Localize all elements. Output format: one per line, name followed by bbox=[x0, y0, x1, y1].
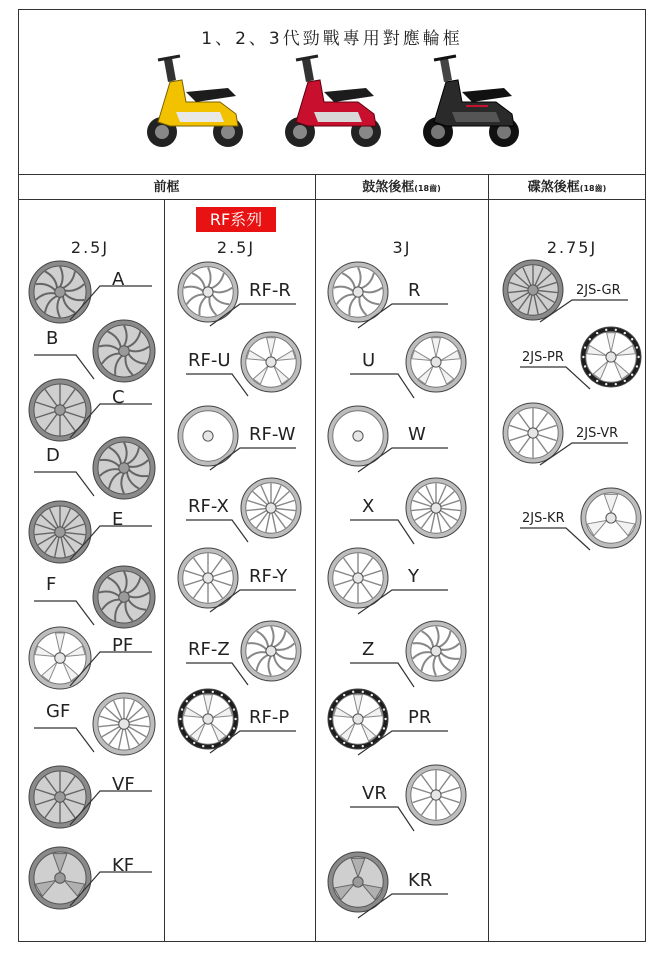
wheel-label: 2JS-PR bbox=[522, 350, 564, 365]
wheel-label: 2JS-GR bbox=[576, 283, 621, 298]
leader-line bbox=[539, 299, 629, 323]
leader-line bbox=[33, 600, 95, 626]
leader-line bbox=[349, 662, 415, 688]
leader-line bbox=[209, 303, 297, 327]
wheel-label: E bbox=[112, 509, 124, 530]
wheel-label: PF bbox=[112, 635, 134, 656]
wheel-label: GF bbox=[46, 701, 71, 722]
leader-line bbox=[357, 303, 449, 329]
wheel-label: Y bbox=[408, 566, 419, 587]
leader-line bbox=[519, 366, 591, 390]
leader-line bbox=[519, 527, 591, 551]
wheel-b-image bbox=[91, 318, 157, 384]
wheel-label: KR bbox=[408, 870, 433, 891]
column-header-drum-rear: 鼓煞後框(18齒) bbox=[362, 180, 441, 195]
leader-line bbox=[539, 442, 629, 466]
leader-line bbox=[209, 447, 297, 471]
wheel-label: RF-X bbox=[188, 496, 229, 517]
wheel-label: RF-W bbox=[249, 424, 296, 445]
rim-width-disc: 2.75J bbox=[546, 238, 598, 257]
rf-series-badge: RF系列 bbox=[196, 207, 276, 232]
leader-line bbox=[185, 662, 249, 686]
wheel-label: RF-Y bbox=[249, 566, 288, 587]
column-divider-drum-disc bbox=[488, 174, 489, 942]
column-divider-front-rf bbox=[164, 199, 165, 942]
leader-line bbox=[185, 519, 249, 543]
scooter-red-image bbox=[278, 52, 390, 152]
leader-line bbox=[357, 893, 449, 919]
wheel-label: Z bbox=[362, 639, 375, 660]
leader-line bbox=[69, 403, 153, 439]
leader-line bbox=[357, 730, 449, 756]
wheel-label: X bbox=[362, 496, 375, 517]
leader-line bbox=[69, 525, 153, 561]
leader-line bbox=[69, 790, 153, 826]
wheel-label: U bbox=[362, 350, 376, 371]
wheel-label: C bbox=[112, 387, 125, 408]
leader-line bbox=[349, 519, 415, 545]
rim-width-front-rf: 2.5J bbox=[216, 238, 256, 257]
column-divider-front-drum bbox=[315, 174, 316, 942]
leader-line bbox=[357, 589, 449, 615]
wheel-label: D bbox=[46, 445, 60, 466]
wheel-label: A bbox=[112, 269, 125, 290]
wheel-label: VR bbox=[362, 783, 387, 804]
page-title: 1、2、3代勁戰專用對應輪框 bbox=[201, 29, 463, 49]
wheel-label: RF-R bbox=[249, 280, 291, 301]
wheel-label: F bbox=[46, 574, 57, 595]
rim-width-front-left: 2.5J bbox=[70, 238, 110, 257]
leader-line bbox=[349, 806, 415, 832]
wheel-label: PR bbox=[408, 707, 432, 728]
wheel-d-image bbox=[91, 435, 157, 501]
wheel-label: RF-U bbox=[188, 350, 231, 371]
leader-line bbox=[33, 471, 95, 497]
leader-line bbox=[69, 285, 153, 321]
wheel-label: W bbox=[408, 424, 426, 445]
leader-line bbox=[349, 373, 415, 399]
wheel-gf-image bbox=[91, 691, 157, 757]
scooter-yellow-image bbox=[140, 52, 252, 152]
column-header-disc-rear: 碟煞後框(18齒) bbox=[527, 180, 607, 195]
rim-width-drum: 3J bbox=[392, 238, 412, 257]
leader-line bbox=[69, 871, 153, 907]
leader-line bbox=[209, 589, 297, 613]
wheel-f-image bbox=[91, 564, 157, 630]
leader-line bbox=[69, 651, 153, 687]
wheel-label: B bbox=[46, 328, 59, 349]
column-header-front: 前框 bbox=[153, 180, 180, 195]
wheel-label: VF bbox=[112, 774, 135, 795]
column-header-divider bbox=[18, 199, 646, 200]
wheel-label: RF-Z bbox=[188, 639, 230, 660]
leader-line bbox=[185, 373, 249, 397]
wheel-label: KF bbox=[112, 855, 135, 876]
leader-line bbox=[209, 730, 297, 754]
leader-line bbox=[33, 727, 95, 753]
header-divider bbox=[18, 174, 646, 175]
wheel-label: RF-P bbox=[249, 707, 290, 728]
wheel-label: 2JS-KR bbox=[522, 511, 565, 526]
leader-line bbox=[357, 447, 449, 473]
scooter-black-image bbox=[416, 52, 528, 152]
wheel-label: 2JS-VR bbox=[576, 426, 619, 441]
wheel-label: R bbox=[408, 280, 421, 301]
